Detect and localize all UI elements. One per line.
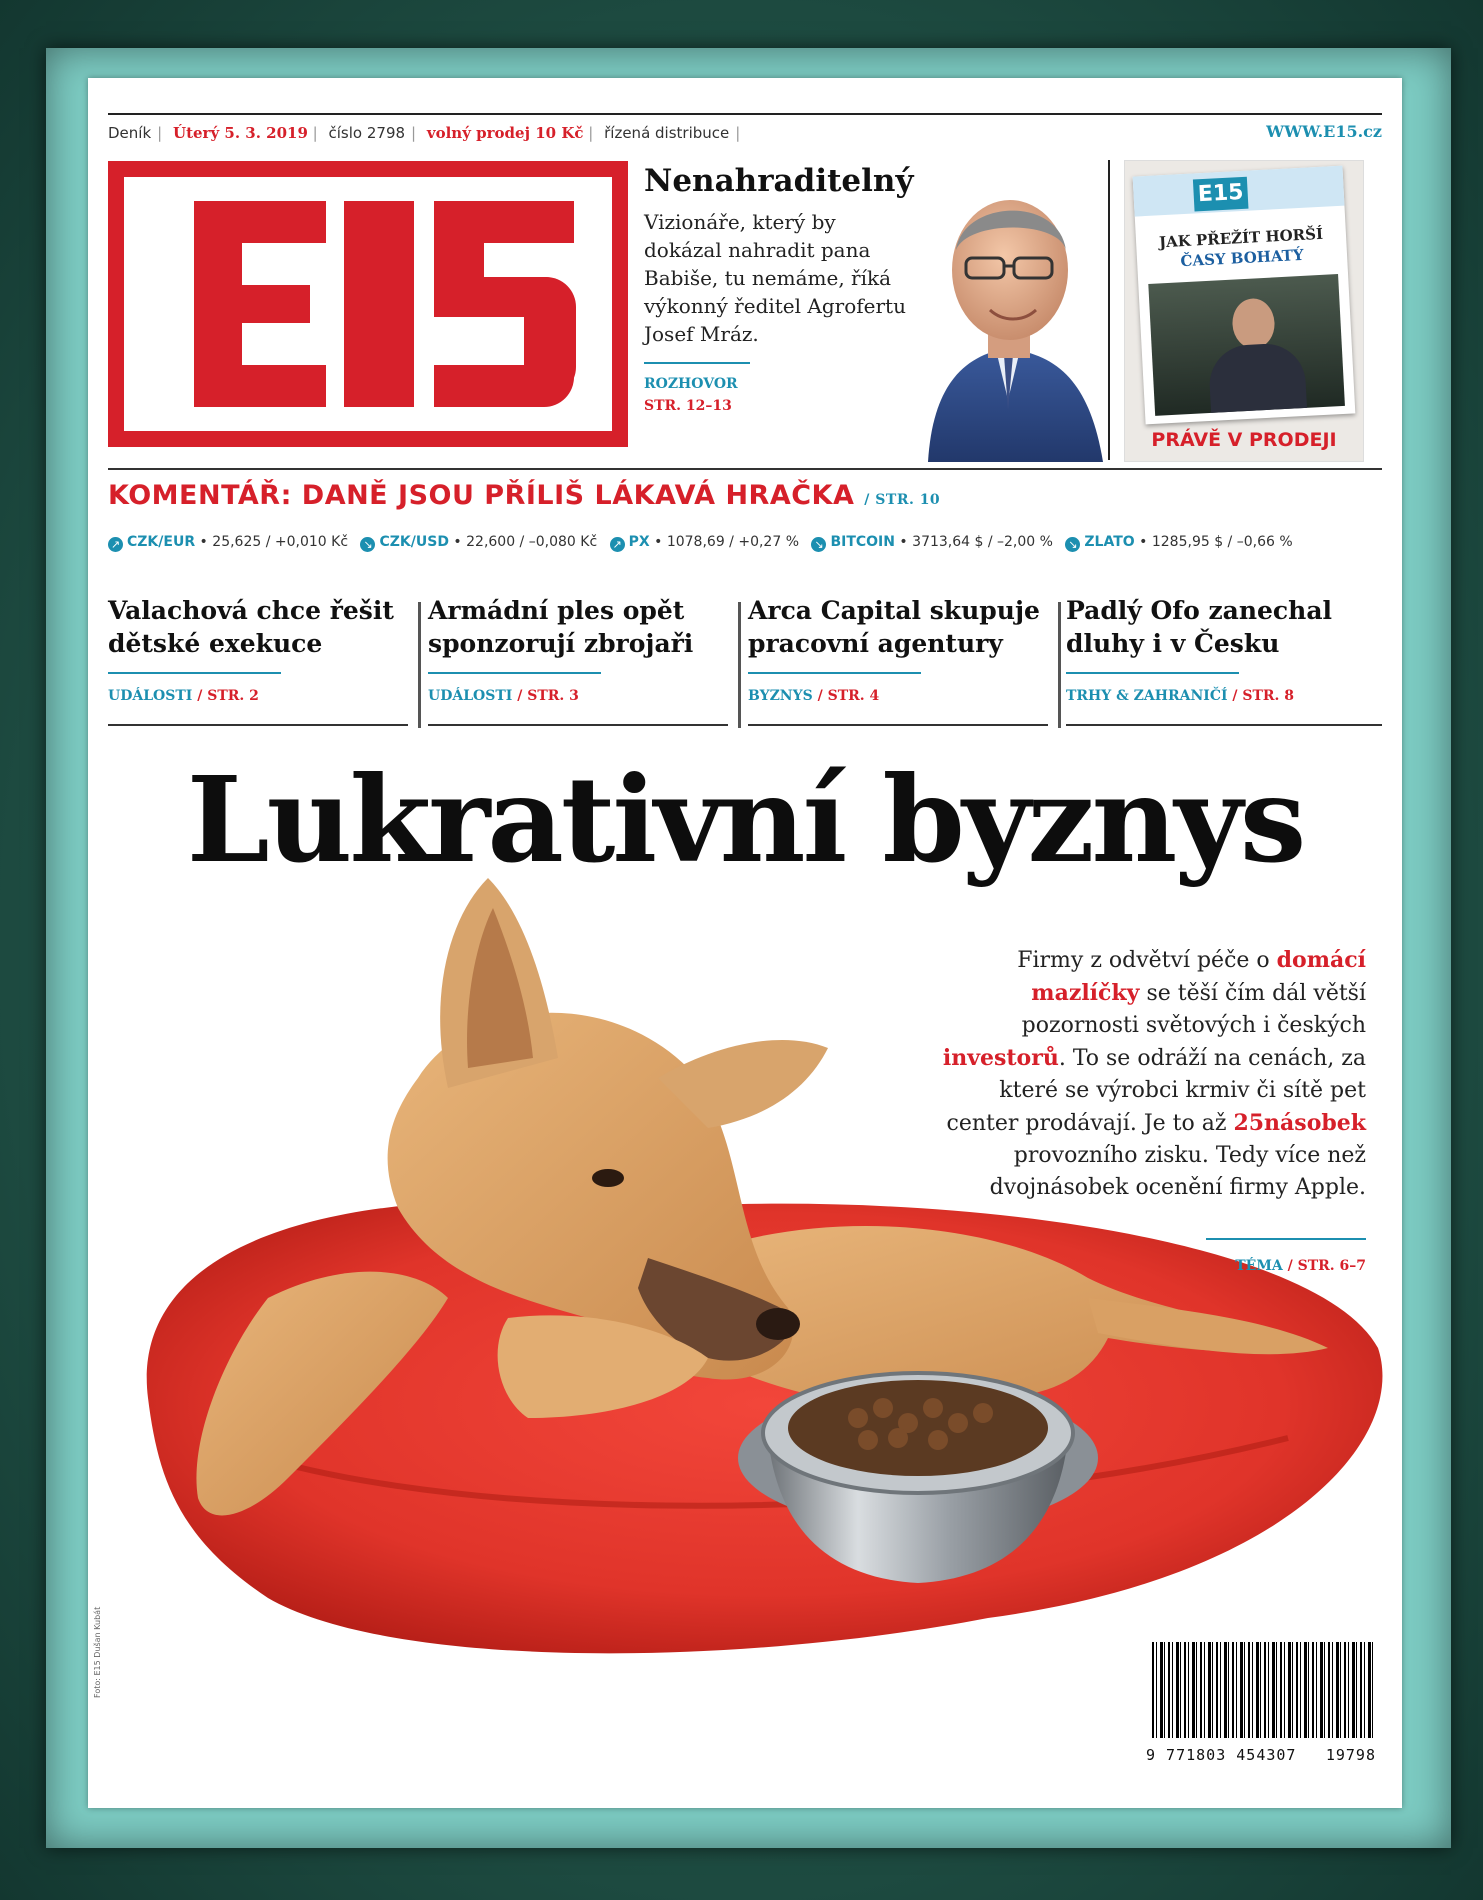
comment-text: KOMENTÁŘ: DANĚ JSOU PŘÍLIŠ LÁKAVÁ HRAČKA: [108, 480, 855, 511]
barcode-addon: 19798: [1325, 1746, 1376, 1764]
ticker-gold: ↘ ZLATO • 1285,95 $ / –0,66 %: [1065, 534, 1292, 552]
header-bottom-rule: [108, 468, 1382, 470]
top-story-rule: [644, 362, 750, 364]
barcode-digits: 9 771803 454307: [1146, 1746, 1297, 1764]
main-story-deck: Firmy z odvětví péče o domácí mazlíčky se těší čím dál větší pozornosti světových i českých investorů. To se odráží na cenách, za které se výrobci krmiv či sítě pet center prodávají. Je to až 25násobek provozního zisku. Tedy více než dvojnásobek ocenění firmy Apple.: [942, 947, 1366, 1200]
trend-up-icon: ↗: [610, 537, 625, 552]
issue-date: Úterý 5. 3. 2019: [172, 124, 308, 142]
news-headline: Arca Capital skupuje pracovní agentury: [748, 596, 1040, 658]
column-divider: [1058, 602, 1061, 728]
promo-box[interactable]: [1124, 160, 1364, 462]
barcode-bars: [1152, 1642, 1374, 1738]
news-item-3[interactable]: Arca Capital skupuje pracovní agentury BYZNYS / STR. 4: [748, 594, 1048, 704]
magazine-headline-2: ČASY BOHATÝ: [1180, 245, 1305, 271]
barcode: [1132, 1630, 1382, 1778]
news-item-4[interactable]: Padlý Ofo zanechal dluhy i v Česku TRHY & ZAHRANIČÍ / STR. 8: [1066, 594, 1382, 704]
website-link[interactable]: WWW.E15.cz: [1266, 122, 1382, 141]
market-tickers: [108, 534, 1301, 552]
masthead-meta: Deník | Úterý 5. 3. 2019 | číslo 2798 | volný prodej 10 Kč | řízená distribuce |: [108, 124, 741, 142]
magazine-headline-1: JAK PŘEŽÍT HORŠÍ: [1158, 224, 1324, 252]
magazine-logo: E15: [1193, 177, 1249, 212]
comment-line[interactable]: [108, 480, 940, 511]
top-story-page[interactable]: STR. 12–13: [644, 398, 732, 414]
promo-divider: [1108, 160, 1110, 460]
column-divider: [738, 602, 741, 728]
main-story-kicker[interactable]: TÉMA / STR. 6–7: [1235, 1258, 1366, 1274]
trend-up-icon: ↗: [108, 537, 123, 552]
news-headline: Padlý Ofo zanechal dluhy i v Česku: [1066, 596, 1333, 658]
trend-down-icon: ↘: [811, 537, 826, 552]
main-headline[interactable]: Lukrativní byznys: [186, 750, 1304, 889]
news-headline: Valachová chce řešit dětské exekuce: [108, 596, 394, 658]
portrait-photo: [908, 150, 1108, 462]
trend-down-icon: ↘: [1065, 537, 1080, 552]
top-story-body: Vizionáře, který by dokázal nahradit pana Babiše, tu nemáme, říká výkonný ředitel Agrofertu Josef Mráz.: [644, 210, 906, 346]
ticker-px: ↗ PX • 1078,69 / +0,27 %: [610, 534, 799, 552]
ticker-czk-usd: ↘ CZK/USD • 22,600 / –0,080 Kč: [360, 534, 597, 552]
e15-logo: [108, 161, 628, 447]
news-item-2[interactable]: Armádní ples opět sponzorují zbrojaři UDÁLOSTI / STR. 3: [428, 594, 728, 704]
news-item-1[interactable]: Valachová chce řešit dětské exekuce UDÁLOSTI / STR. 2: [108, 594, 408, 704]
comment-page: / STR. 10: [864, 492, 941, 508]
newspaper-cover: [88, 78, 1402, 1808]
deck-rule: [1206, 1238, 1366, 1240]
ticker-bitcoin: ↘ BITCOIN • 3713,64 $ / –2,00 %: [811, 534, 1053, 552]
magazine-thumbnail: [1133, 166, 1356, 425]
issue-number: číslo 2798: [328, 124, 406, 142]
trend-down-icon: ↘: [360, 537, 375, 552]
daily-label: Deník: [108, 124, 152, 142]
column-divider: [418, 602, 421, 728]
top-rule: [108, 113, 1382, 115]
top-story-headline[interactable]: Nenahraditelný: [644, 163, 914, 199]
price: volný prodej 10 Kč: [426, 124, 584, 142]
ticker-czk-eur: ↗ CZK/EUR • 25,625 / +0,010 Kč: [108, 534, 348, 552]
news-headline: Armádní ples opět sponzorují zbrojaři: [428, 596, 694, 658]
distribution-label: řízená distribuce: [604, 124, 730, 142]
promo-label[interactable]: PRÁVĚ V PRODEJI: [1151, 429, 1337, 451]
photo-credit: Foto: E15 Dušan Kubát: [93, 1606, 102, 1698]
top-story-section: ROZHOVOR: [644, 376, 738, 392]
